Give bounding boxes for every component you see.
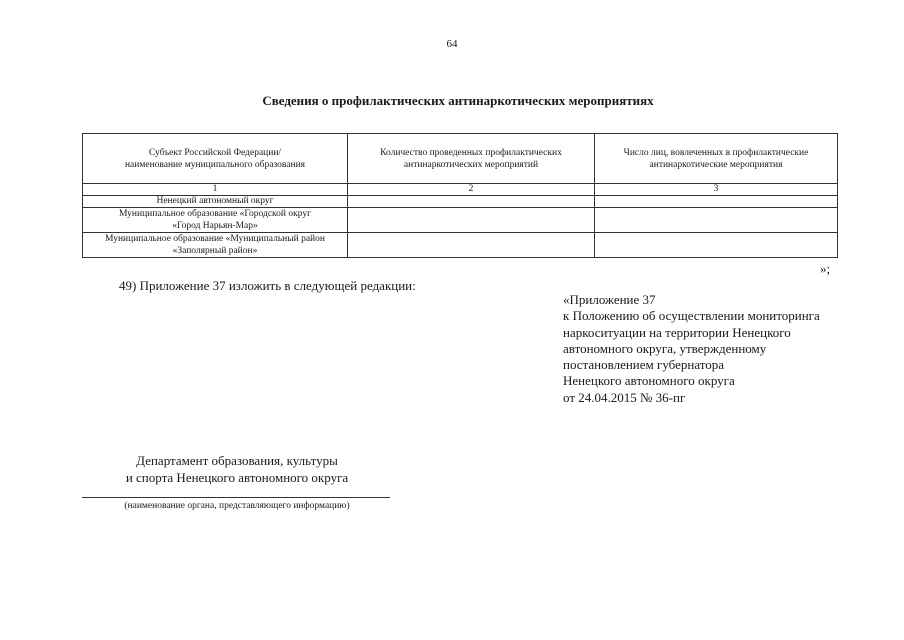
appendix-line: автономного округа, утвержденному (563, 340, 767, 356)
row-name-line: Муниципальное образование «Муниципальный район (105, 234, 325, 244)
column-number: 3 (595, 184, 838, 196)
organization-line: и спорта Ненецкого автономного округа (125, 470, 349, 485)
row-count-cell (348, 196, 595, 208)
amendment-item-text: 49) Приложение 37 изложить в следующей редакции: (119, 278, 416, 293)
appendix-line: от 24.04.2015 № 36-пг (563, 389, 686, 405)
row-subject-name (83, 208, 348, 233)
events-table (82, 133, 838, 258)
row-count-cell (348, 208, 595, 233)
header-persons-line-1: Число лиц, вовлеченных в профилактические (623, 147, 809, 158)
header-count-line-2: антинаркотических мероприятий (403, 159, 539, 170)
header-persons (595, 134, 838, 184)
header-count-line-1: Количество проведенных профилактических (380, 147, 562, 158)
row-persons-cell (595, 208, 838, 233)
row-persons-cell (595, 196, 838, 208)
header-subject-line-1: Субъект Российской Федерации/ (148, 147, 282, 158)
table-row (83, 196, 838, 208)
table-header-row (83, 134, 838, 184)
header-count (348, 134, 595, 184)
row-subject-name (83, 196, 348, 208)
appendix-line: «Приложение 37 (563, 292, 656, 307)
appendix-line: постановлением губернатора (563, 357, 725, 373)
column-number: 2 (348, 184, 595, 196)
row-name-line: Ненецкий автономный округ (156, 196, 274, 206)
closing-quote-mark: »; (820, 261, 831, 276)
organization-name-block (82, 452, 392, 486)
header-subject (83, 134, 348, 184)
column-number-row (83, 184, 838, 196)
appendix-line: к Положению об осуществлении мониторинга (563, 308, 820, 324)
row-subject-name (83, 233, 348, 258)
appendix-header-block (563, 292, 820, 406)
organization-underline (82, 497, 390, 498)
table-row (83, 208, 838, 233)
appendix-line: наркоситуации на территории Ненецкого (563, 324, 791, 340)
table-row (83, 233, 838, 258)
row-name-line: Муниципальное образование «Городской округ (118, 209, 312, 219)
appendix-line: Ненецкого автономного округа (563, 373, 735, 389)
row-count-cell (348, 233, 595, 258)
organization-caption: (наименование органа, представляющего информацию) (124, 501, 350, 511)
row-name-line: «Заполярный район» (172, 246, 258, 256)
row-persons-cell (595, 233, 838, 258)
organization-line: Департамент образования, культуры (136, 453, 338, 468)
column-number: 1 (83, 184, 348, 196)
document-title: Сведения о профилактических антинаркотических мероприятиях (262, 93, 654, 108)
page-number: 64 (446, 38, 458, 50)
row-name-line: «Город Нарьян-Мар» (172, 221, 258, 231)
header-persons-line-2: антинаркотические мероприятия (649, 159, 783, 170)
header-subject-line-2: наименование муниципального образования (124, 159, 306, 170)
